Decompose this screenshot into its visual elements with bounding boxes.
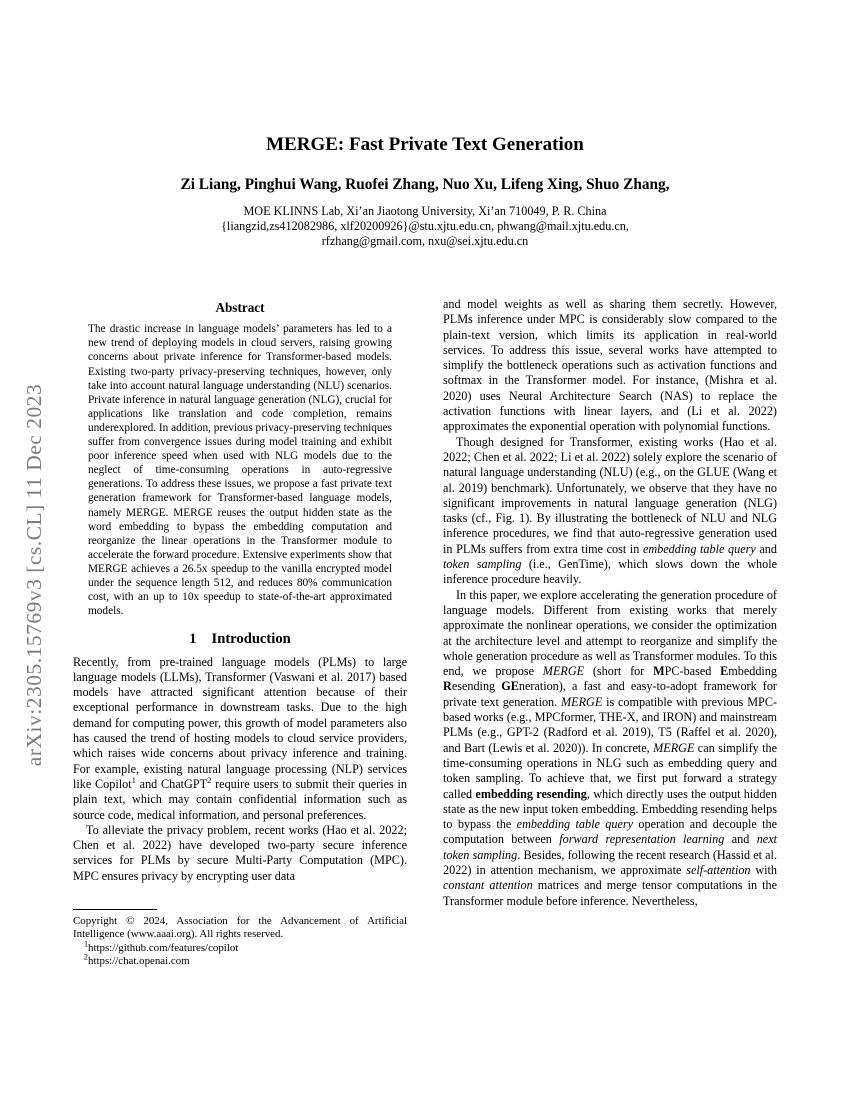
affiliation-block xyxy=(0,204,850,249)
footnote-1-marker: 1 xyxy=(84,939,88,949)
footnote-2-marker: 2 xyxy=(84,952,88,962)
abstract-heading: Abstract xyxy=(215,300,265,315)
intro-paragraph-1: Recently, from pre-trained language models (PLMs) to large language models (LLMs), Transformer (Vaswani et al. 2017) based models have attracted significant attention because of their exceptional performance in downstream tasks. Due to the high demand for computing power, this growth of model parameters also has caused the trend of hosting models to cloud service providers, which raises wide concerns about privacy inference and training. For example, existing natural language processing (NLP) services like Copilot$^1$ and ChatGPT$^2$ require users to submit their queries in plain text, which may contain confidential information such as source code, medical information, and personal preferences. xyxy=(73,654,408,822)
right-paragraph-2: Though designed for Transformer, existing works (Hao et al. 2022; Chen et al. 2022; Li et al. 2022) solely explore the scenario of natural language understanding (NLU) (e.g., on the GLUE (Wang et al. 2019) benchmark). Unfortunately, we observe that they have no significant improvements in natural language generation (NLG) tasks (cf., Fig. 1). By illustrating the bottleneck of NLU and NLG inference procedures, we find that auto-regressive generation used in PLMs suffers from extra time cost in embedding table query and token sampling (i.e., GenTime), which slows down the whole inference procedure heavily. xyxy=(443,434,777,587)
section-number: 1 xyxy=(189,631,197,648)
footnote-rule xyxy=(73,909,157,910)
email-line-1: {liangzid,zs412082986, xlf20200926}@stu.xjtu.edu.cn, phwang@mail.xjtu.edu.cn, xyxy=(221,219,629,233)
footnote-block xyxy=(73,909,407,969)
section-title: Introduction xyxy=(211,631,291,648)
footnote-1-url: https://github.com/features/copilot xyxy=(88,941,239,954)
affiliation-line: MOE KLINNS Lab, Xi’an Jiaotong University, Xi’an 710049, P. R. China xyxy=(243,204,607,218)
paper-title: MERGE: Fast Private Text Generation xyxy=(266,134,584,155)
footnote-2 xyxy=(73,952,407,968)
section-heading-introduction xyxy=(73,632,407,647)
email-line-2: rfzhang@gmail.com, nxu@sei.xjtu.edu.cn xyxy=(321,234,529,248)
right-paragraph-1: and model weights as well as sharing them secretly. However, PLMs inference under MPC is considerably slow compared to the plain-text version, which limits its application in real-world services. To address this issue, several works have attempted to simplify the bottleneck operations such as activation functions and softmax in the Transformer model. For instance, (Mishra et al. 2020) uses Neural Architecture Search (NAS) to replace the activation functions with linear layers, and (Li et al. 2022) approximates the exponential operation with polynomial functions. xyxy=(443,297,777,434)
authors-line: Zi Liang, Pinghui Wang, Ruofei Zhang, Nuo Xu, Lifeng Xing, Shuo Zhang, xyxy=(180,176,670,193)
abstract-text: The drastic increase in language models’ parameters has led to a new trend of deploying models in cloud servers, raising growing concerns about private inference for Transformer-based models. Existing two-party privacy-preserving techniques, however, only take into account natural language understanding (NLU) scenarios. Private inference in natural language generation (NLG), crucial for applications like translation and code completion, remains underexplored. In addition, previous privacy-preserving techniques suffer from convergence issues during model training and exhibit poor inference speed when used with NLG models due to the neglect of time-consuming operations in auto-regressive generations. To address these issues, we propose a fast private text generation framework for Transformer-based language models, namely MERGE. MERGE reuses the output hidden state as the word embedding to bypass the embedding computation and reorganize the linear operations in the Transformer module to accelerate the forward procedure. Extensive experiments show that MERGE achieves a 26.5x speedup to the vanilla encrypted model under the sequence length 512, and reduces 80% communication cost, with an up to 10x speedup to state-of-the-art approximated models. xyxy=(88,323,392,618)
right-column xyxy=(443,297,777,909)
footnote-1 xyxy=(73,939,407,955)
footnote-2-url: https://chat.openai.com xyxy=(88,955,190,968)
right-paragraph-3: In this paper, we explore accelerating the generation procedure of language models. Different from existing works that merely approximate the nonlinear operations, we consider the optimization at the architecture level and attempt to reorganize and simplify the whole generation procedure as well as Transformer modules. To this end, we propose MERGE (short for MPC-based Embedding Resending GEneration), a fast and easy-to-adopt framework for private text generation. MERGE is compatible with previous MPC-based works (e.g., MPCformer, THE-X, and IRON) and mainstream PLMs (e.g., GPT-2 (Radford et al. 2019), T5 (Raffel et al. 2020), and Bart (Lewis et al. 2020)). In concrete, MERGE can simplify the time-consuming operations in NLG such as embedding query and token sampling. To achieve that, we first put forward a strategy called embedding resending, which directly uses the output hidden state as the new input token embedding. Embedding resending helps to bypass the embedding table query operation and decouple the computation between forward representation learning and next token sampling. Besides, following the recent research (Hassid et al. 2022) in attention mechanism, we approximate self-attention with constant attention matrices and merge tensor computations in the Transformer module before inference. Nevertheless, xyxy=(443,587,778,908)
paper-header xyxy=(0,134,850,249)
left-column xyxy=(73,297,407,884)
copyright-notice: Copyright © 2024, Association for the Advancement of Artificial Intelligence (www.aaai.org). All rights reserved. xyxy=(73,915,407,941)
intro-paragraph-2: To alleviate the privacy problem, recent works (Hao et al. 2022; Chen et al. 2022) have developed two-party secure inference services for PLMs by secure Multi-Party Computation (MPC). MPC ensures privacy by encrypting user data xyxy=(73,822,407,883)
arxiv-watermark: arXiv:2305.15769v3 [cs.CL] 11 Dec 2023 xyxy=(22,383,46,767)
